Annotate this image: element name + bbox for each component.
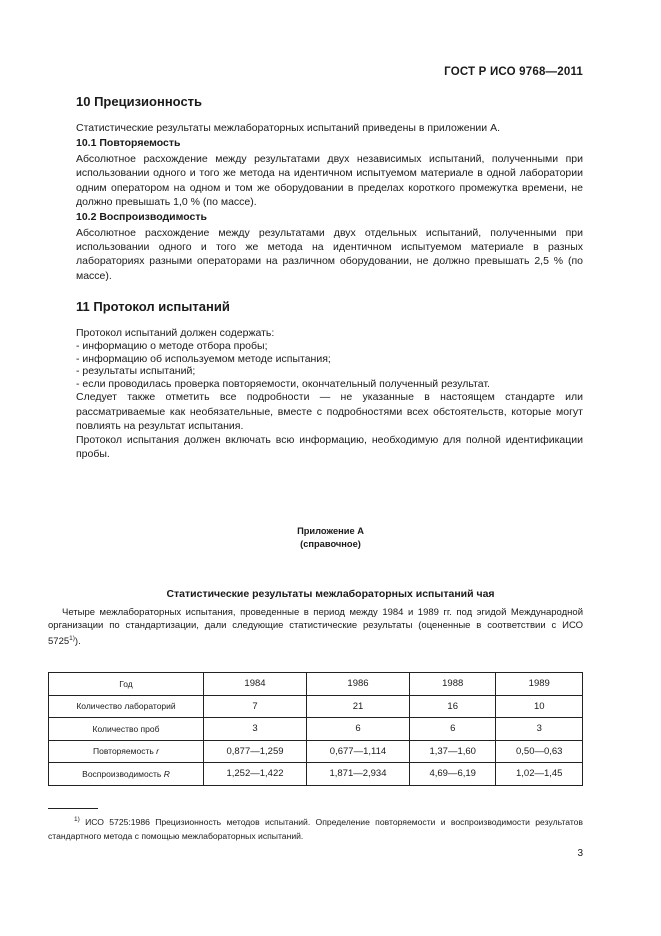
footnote-divider: [48, 808, 98, 809]
annex-paragraph: [48, 606, 583, 648]
annex-title: Статистические результаты межлабораторных испытаний чая: [166, 588, 495, 600]
list-item: - результаты испытаний;: [76, 365, 196, 378]
row-header: Количество проб: [49, 718, 204, 741]
row-header: Воспроизводимость R: [49, 763, 204, 786]
table-cell: 10: [496, 695, 583, 718]
statistic-symbol: R: [163, 768, 170, 779]
row-header: Повторяемость r: [49, 740, 204, 763]
list-item: - информацию об используемом методе испытания;: [76, 352, 331, 365]
table-cell: 0,877—1,259: [204, 740, 307, 763]
section-11-para-3: Протокол испытания должен включать всю информацию, необходимую для полной идентификации пробы.: [76, 434, 583, 461]
annex-text-end: ).: [74, 636, 81, 647]
annex-text-main: Четыре межлабораторных испытания, проведенные в период между 1984 и 1989 гг. под эгидой Международной организации по стандартизации, дали следующие статистические результаты (оцененные в соответствии с ИСО 5725: [48, 607, 583, 647]
table-cell: 1,252—1,422: [204, 763, 307, 786]
table-row: [49, 718, 583, 741]
section-10-intro: Статистические результаты межлабораторных испытаний приведены в приложении А.: [76, 122, 500, 134]
list-item: - если проводилась проверка повторяемости, окончательный полученный результат.: [76, 377, 490, 390]
footnote-mark: 1): [74, 816, 80, 823]
results-table: [48, 672, 583, 786]
table-cell: 0,677—1,114: [306, 740, 409, 763]
main-content: [76, 94, 583, 461]
table-cell: 6: [306, 718, 409, 741]
footnote-text: ИСО 5725:1986 Прецизионность методов испытаний. Определение повторяемости и воспроизводимости результатов стандартного метода с помощью межлабораторных испытаний.: [48, 817, 583, 841]
table-cell: 7: [204, 695, 307, 718]
protocol-items-list: [76, 340, 583, 390]
footnote: [48, 813, 583, 843]
subsection-10-1-text: Абсолютное расхождение между результатами двух независимых испытаний, полученными при использовании одного и того же метода на идентичном испытуемом материале в одной лаборатории одним оператором на одном и том же оборудовании в пределах короткого промежутка времени, не должно превышать 1,0 % (по массе).: [76, 153, 583, 208]
table-cell: 3: [204, 718, 307, 741]
table-cell: 1,02—1,45: [496, 763, 583, 786]
table-row: [49, 695, 583, 718]
table-cell: 6: [409, 718, 496, 741]
footnote-reference: 1): [69, 635, 75, 642]
list-item: - информацию о методе отбора пробы;: [76, 340, 268, 353]
table-row: [49, 673, 583, 696]
table-cell: 1989: [496, 673, 583, 696]
table-cell: 21: [306, 695, 409, 718]
table-cell: 16: [409, 695, 496, 718]
row-header: Год: [49, 673, 204, 696]
subsection-10-2-title: 10.2 Воспроизводимость: [76, 211, 207, 224]
annex-kind: (справочное): [300, 539, 361, 549]
section-11-title: 11 Протокол испытаний: [76, 298, 230, 314]
section-11-para-2: Следует также отметить все подробности — не указанные в настоящем стандарте или рассматриваемые как необязательные, вместе с подробностями всех обстоятельств, которые могут повлиять на результат испытания.: [76, 391, 583, 432]
table-cell: 1988: [409, 673, 496, 696]
table-row: [49, 740, 583, 763]
section-10-title: 10 Прецизионность: [76, 94, 203, 109]
subsection-10-1-title: 10.1 Повторяемость: [76, 137, 181, 150]
table-cell: 1,37—1,60: [409, 740, 496, 763]
section-11-intro: Протокол испытаний должен содержать:: [76, 326, 275, 339]
statistic-symbol: r: [156, 746, 159, 757]
table-cell: 1,871—2,934: [306, 763, 409, 786]
standard-designation: ГОСТ Р ИСО 9768—2011: [444, 66, 583, 78]
subsection-10-2-text: Абсолютное расхождение между результатами двух отдельных испытаний, полученными при использовании одного и того же метода на идентичном испытуемом материале в разных лабораториях разными операторами на различном оборудовании, не должно превышать 2,5 % (по массе).: [76, 227, 583, 282]
table-cell: 1986: [306, 673, 409, 696]
table-row: [49, 763, 583, 786]
row-header: Количество лабораторий: [49, 695, 204, 718]
table-cell: 0,50—0,63: [496, 740, 583, 763]
annex-heading: [0, 525, 661, 551]
page-number: 3: [577, 848, 583, 859]
table-cell: 1984: [204, 673, 307, 696]
table-cell: 4,69—6,19: [409, 763, 496, 786]
table-cell: 3: [496, 718, 583, 741]
annex-label: Приложение А: [297, 526, 364, 536]
